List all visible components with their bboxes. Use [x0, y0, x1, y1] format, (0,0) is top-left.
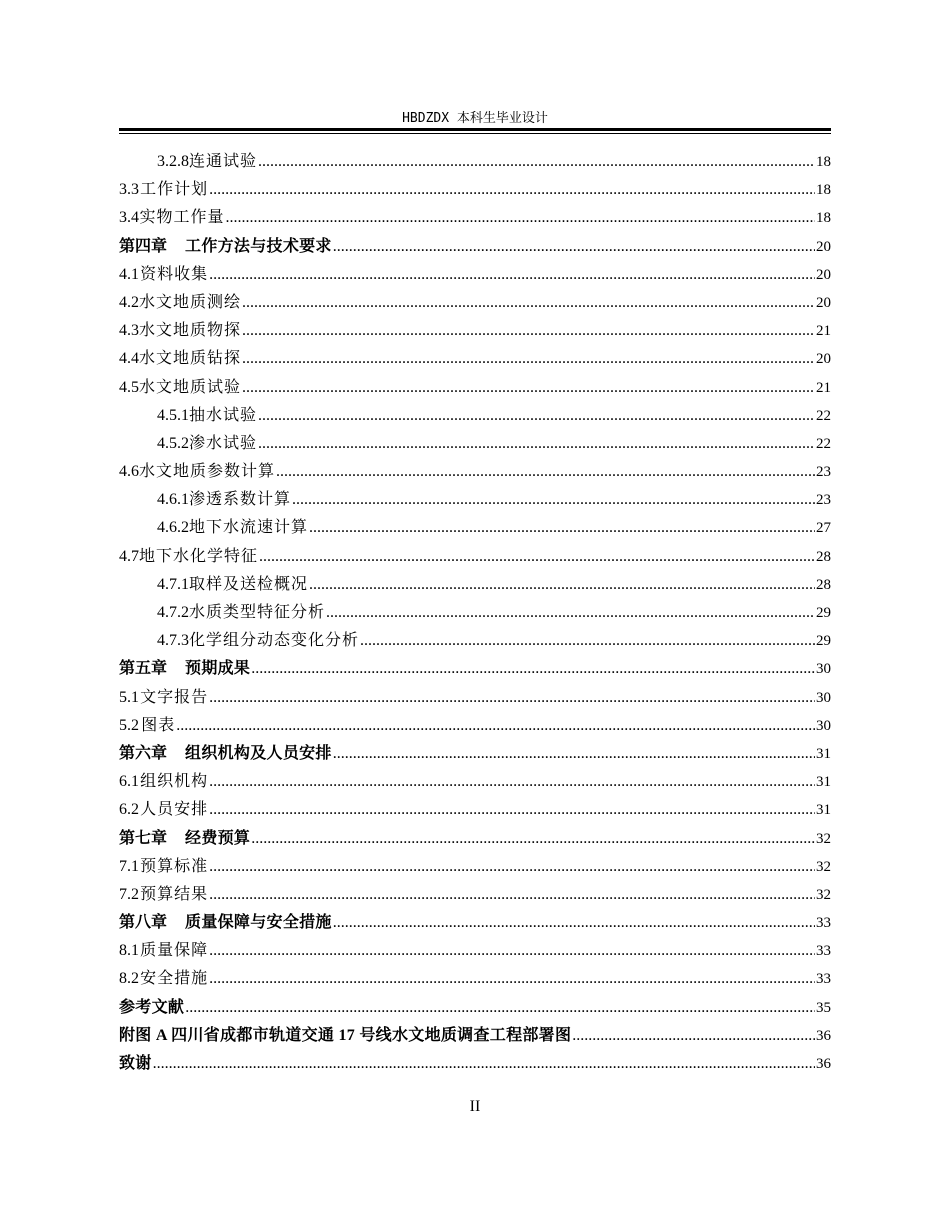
toc-entry[interactable]	[119, 1052, 831, 1080]
toc-dot-leader	[209, 178, 815, 202]
toc-entry-page: 33	[816, 943, 831, 960]
toc-entry-page: 28	[816, 576, 831, 593]
table-of-contents	[119, 150, 831, 1080]
toc-entry-page: 29	[816, 633, 831, 650]
toc-entry-title: 渗水试验	[189, 434, 258, 452]
toc-entry-number: 6.2	[119, 801, 139, 819]
toc-entry-page: 18	[816, 210, 831, 227]
page-number: II	[469, 1098, 481, 1115]
toc-entry-number: 4.4	[119, 350, 139, 368]
toc-dot-leader	[242, 291, 815, 315]
toc-entry[interactable]	[119, 347, 831, 375]
toc-entry-number: 4.7.3	[157, 632, 189, 650]
toc-entry-page: 31	[816, 745, 831, 762]
toc-entry-number: 6.1	[119, 773, 139, 791]
toc-entry-page: 21	[816, 379, 831, 396]
toc-entry-page: 35	[816, 999, 831, 1016]
toc-entry-title: 组织机构及人员安排	[185, 744, 332, 762]
toc-entry-page: 22	[816, 407, 831, 424]
toc-dot-leader	[242, 319, 815, 343]
toc-entry-title: 预期成果	[185, 660, 251, 678]
toc-entry-number: 4.5	[119, 378, 139, 396]
toc-entry-page: 33	[816, 971, 831, 988]
toc-entry-number: 5.2	[119, 716, 139, 734]
toc-entry-page: 28	[816, 548, 831, 565]
toc-dot-leader	[251, 827, 815, 851]
toc-entry[interactable]	[119, 376, 831, 404]
toc-entry-page: 32	[816, 886, 831, 903]
toc-entry-number: 4.1	[119, 265, 139, 283]
toc-entry-number: 7.2	[119, 885, 139, 903]
toc-entry-page: 30	[816, 689, 831, 706]
toc-entry[interactable]	[119, 516, 831, 544]
toc-dot-leader	[259, 545, 815, 569]
toc-entry[interactable]	[119, 939, 831, 967]
toc-entry[interactable]	[119, 404, 831, 432]
toc-dot-leader	[360, 629, 815, 653]
toc-entry-page: 30	[816, 717, 831, 734]
toc-entry-title: 致谢	[119, 1055, 152, 1072]
toc-entry-page: 33	[816, 915, 831, 932]
toc-entry-title: 预算标准	[140, 857, 209, 875]
toc-entry[interactable]	[119, 291, 831, 319]
toc-entry-title: 水文地质测绘	[139, 293, 242, 311]
toc-entry-number: 5.1	[119, 688, 139, 706]
toc-dot-leader	[333, 235, 815, 259]
toc-dot-leader	[209, 939, 815, 963]
toc-entry[interactable]	[119, 150, 831, 178]
toc-dot-leader	[185, 996, 815, 1020]
toc-entry-title: 取样及送检概况	[189, 575, 309, 593]
toc-entry-title: 工作方法与技术要求	[185, 237, 332, 255]
toc-entry[interactable]	[119, 460, 831, 488]
header-rule-thin	[119, 133, 831, 134]
toc-entry-title: 质量保障	[140, 942, 209, 960]
toc-entry[interactable]	[119, 629, 831, 657]
toc-entry[interactable]	[119, 432, 831, 460]
toc-entry-title: 水文地质物探	[139, 322, 242, 340]
toc-entry-number: 第四章	[119, 237, 168, 255]
toc-entry-page: 32	[816, 858, 831, 875]
toc-entry-page: 20	[816, 266, 831, 283]
toc-entry[interactable]	[119, 798, 831, 826]
toc-entry-title: 水文地质参数计算	[139, 463, 276, 481]
toc-entry-title: 参考文献	[119, 998, 185, 1016]
toc-entry[interactable]	[119, 686, 831, 714]
toc-entry-number: 4.7.1	[157, 575, 189, 593]
toc-entry-title: 地下水流速计算	[189, 519, 309, 537]
toc-dot-leader	[226, 206, 815, 230]
toc-entry-page: 20	[816, 351, 831, 368]
toc-dot-leader	[251, 657, 815, 681]
toc-entry-page: 18	[816, 182, 831, 199]
toc-entry[interactable]	[119, 911, 831, 939]
toc-entry[interactable]	[119, 855, 831, 883]
toc-dot-leader	[309, 573, 815, 597]
toc-entry-number: 3.4	[119, 209, 139, 227]
toc-entry-title: 组织机构	[140, 773, 209, 791]
toc-entry-title: 水文地质钻探	[139, 350, 242, 368]
toc-entry-title: 连通试验	[189, 153, 258, 170]
toc-entry-title: 水文地质试验	[139, 378, 242, 396]
toc-entry-title: 工作计划	[140, 181, 209, 199]
toc-dot-leader	[258, 432, 815, 456]
toc-entry-page: 36	[816, 1027, 831, 1044]
toc-entry[interactable]	[119, 601, 831, 629]
toc-entry[interactable]	[119, 742, 831, 770]
toc-entry-page: 18	[816, 154, 831, 170]
toc-entry-title: 资料收集	[140, 265, 209, 283]
toc-dot-leader	[333, 742, 815, 766]
toc-entry-title: 预算结果	[140, 885, 209, 903]
toc-entry[interactable]	[119, 488, 831, 516]
toc-dot-leader	[309, 516, 815, 540]
toc-entry-title: 地下水化学特征	[139, 547, 259, 565]
toc-entry[interactable]	[119, 883, 831, 911]
toc-entry-title: 质量保障与安全措施	[185, 914, 332, 932]
toc-entry-page: 22	[816, 435, 831, 452]
toc-entry-number: 第五章	[119, 660, 168, 678]
toc-entry-number: 3.3	[119, 181, 139, 199]
toc-dot-leader	[276, 460, 815, 484]
toc-entry[interactable]	[119, 178, 831, 206]
toc-entry-number: 3.2.8	[157, 153, 189, 170]
toc-dot-leader	[209, 686, 815, 710]
toc-entry-page: 23	[816, 464, 831, 481]
toc-entry[interactable]	[119, 1024, 831, 1052]
toc-entry-page: 31	[816, 802, 831, 819]
toc-dot-leader	[258, 404, 815, 428]
toc-entry[interactable]	[119, 770, 831, 798]
toc-entry-number: 4.5.2	[157, 434, 189, 452]
toc-entry-number: 4.7	[119, 547, 139, 565]
toc-entry[interactable]	[119, 827, 831, 855]
toc-entry-number: 4.5.1	[157, 406, 189, 424]
toc-entry-page: 31	[816, 774, 831, 791]
toc-dot-leader	[333, 911, 815, 935]
toc-entry[interactable]	[119, 263, 831, 291]
toc-entry-number: 4.6	[119, 463, 139, 481]
toc-dot-leader	[209, 967, 815, 991]
toc-entry-number: 第六章	[119, 744, 168, 762]
toc-entry-page: 30	[816, 661, 831, 678]
toc-dot-leader	[209, 263, 815, 287]
toc-entry-page: 20	[816, 294, 831, 311]
toc-entry-page: 32	[816, 830, 831, 847]
toc-entry-number: 8.1	[119, 942, 139, 960]
toc-entry-page: 29	[816, 605, 831, 621]
toc-entry-page: 36	[816, 1056, 831, 1072]
toc-dot-leader	[242, 376, 815, 400]
toc-dot-leader	[258, 150, 815, 174]
toc-entry-page: 20	[816, 238, 831, 255]
toc-entry-title: 经费预算	[185, 829, 251, 847]
toc-dot-leader	[209, 855, 815, 879]
toc-entry[interactable]	[119, 657, 831, 685]
toc-entry[interactable]	[119, 967, 831, 995]
toc-entry-title: 化学组分动态变化分析	[189, 632, 360, 650]
toc-entry-number: 4.7.2	[157, 604, 189, 621]
toc-dot-leader	[209, 798, 815, 822]
toc-entry-title: 水质类型特征分析	[189, 604, 326, 621]
toc-dot-leader	[572, 1024, 815, 1048]
toc-dot-leader	[209, 883, 815, 907]
toc-entry-title: 实物工作量	[139, 209, 225, 227]
header-rule-thick	[119, 128, 831, 131]
toc-dot-leader	[326, 601, 815, 625]
toc-entry-page: 21	[816, 323, 831, 340]
toc-entry-title: 抽水试验	[189, 406, 258, 424]
toc-dot-leader	[176, 714, 815, 738]
toc-entry-number: 4.6.2	[157, 519, 189, 537]
toc-entry[interactable]	[119, 235, 831, 263]
toc-entry-title: 人员安排	[140, 801, 209, 819]
toc-entry-page: 23	[816, 492, 831, 509]
toc-entry-title: 安全措施	[140, 970, 209, 988]
toc-entry-number: 4.3	[119, 322, 139, 340]
toc-entry-page: 27	[816, 520, 831, 537]
toc-entry[interactable]	[119, 714, 831, 742]
toc-entry-number: 第八章	[119, 914, 168, 932]
toc-entry-number: 8.2	[119, 970, 139, 988]
toc-entry[interactable]	[119, 573, 831, 601]
toc-dot-leader	[242, 347, 815, 371]
toc-entry-number: 7.1	[119, 857, 139, 875]
toc-entry-title: 附图 A 四川省成都市轨道交通 17 号线水文地质调查工程部署图	[119, 1026, 572, 1044]
toc-dot-leader	[153, 1052, 815, 1076]
toc-entry[interactable]	[119, 545, 831, 573]
toc-entry[interactable]	[119, 319, 831, 347]
toc-entry-title: 渗透系数计算	[189, 491, 292, 509]
toc-dot-leader	[209, 770, 815, 794]
page-header-title: HBDZDX 本科生毕业设计	[402, 111, 548, 126]
toc-entry-number: 4.6.1	[157, 491, 189, 509]
toc-entry-number: 第七章	[119, 829, 168, 847]
toc-dot-leader	[292, 488, 815, 512]
toc-entry-title: 图表	[141, 716, 176, 734]
toc-entry[interactable]	[119, 206, 831, 234]
toc-entry-number: 4.2	[119, 293, 139, 311]
toc-entry[interactable]	[119, 996, 831, 1024]
toc-entry-title: 文字报告	[140, 688, 209, 706]
